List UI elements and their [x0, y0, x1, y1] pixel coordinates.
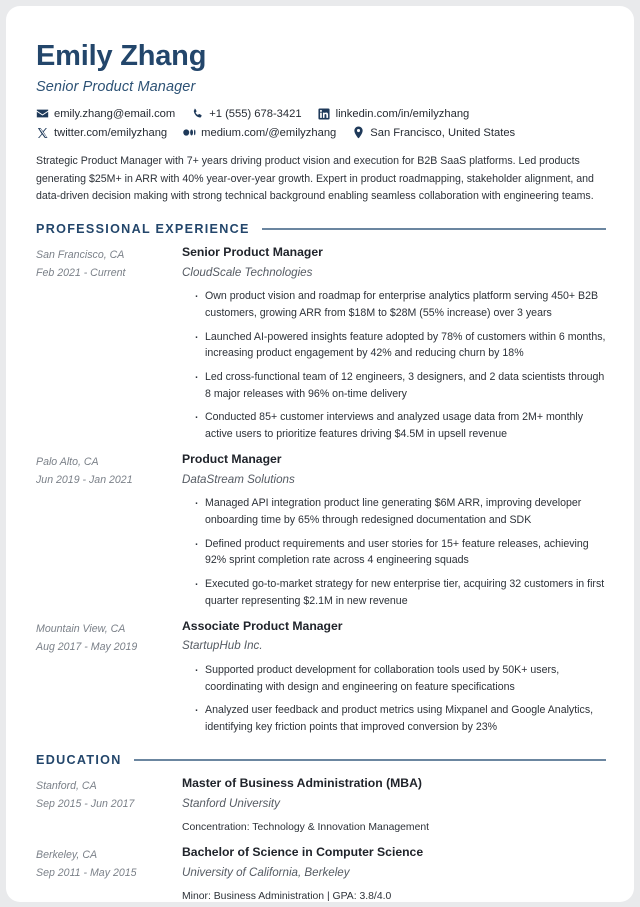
entry-dates: Sep 2011 - May 2015 [36, 866, 137, 879]
entry-bullet: · Executed go-to-market strategy for new enterprise tier, acquiring 32 customers in first quarter representing $2.1M in new revenue [193, 576, 606, 609]
entry-location: Stanford, CA [36, 779, 97, 792]
entry-bullet: · Defined product requirements and user stories for 15+ feature releases, achieving 92% sprint completion rate across 4 engineering squads [193, 536, 606, 569]
section-divider [262, 228, 606, 230]
contact-label: +1 (555) 678-3421 [209, 107, 302, 120]
entry-location: Berkeley, CA [36, 848, 98, 861]
entry-bullet: · Supported product development for collaboration tools used by 50K+ users, coordinating with design and engineering on feature specifications [193, 662, 606, 695]
entry-role-title: Senior Product Manager [182, 244, 323, 259]
experience-entry [36, 619, 606, 736]
entry-organization: StartupHub Inc. [182, 639, 263, 653]
entry-body [182, 845, 606, 902]
contact-row [36, 107, 606, 120]
experience-entry [36, 452, 606, 610]
resume-header [36, 40, 606, 139]
job-headline: Senior Product Manager [36, 79, 196, 96]
entry-bullet: · Led cross-functional team of 12 engineers, 3 designers, and 2 data scientists through 8 major releases with 96% on-time delivery [193, 369, 606, 402]
entry-meta [36, 245, 182, 443]
contact-label: medium.com/@emilyzhang [201, 126, 337, 139]
linkedin-icon [318, 107, 331, 120]
entry-organization: University of California, Berkeley [182, 865, 350, 879]
contact-item-phone[interactable] [191, 107, 301, 120]
entry-meta [36, 776, 182, 836]
entry-bullet: · Analyzed user feedback and product metrics using Mixpanel and Google Analytics, identifying key friction points that improved conversion by 23% [193, 702, 606, 735]
entry-bullet-list [182, 662, 606, 736]
contact-label: emily.zhang@email.com [54, 107, 176, 120]
entry-meta [36, 452, 182, 610]
entry-role-title: Associate Product Manager [182, 618, 343, 633]
entry-location: Mountain View, CA [36, 622, 126, 635]
contact-label: twitter.com/emilyzhang [54, 126, 168, 139]
entry-role-title: Bachelor of Science in Computer Science [182, 844, 424, 859]
medium-icon [183, 126, 196, 139]
entry-bullet: · Launched AI-powered insights feature adopted by 78% of customers within 6 months, increasing product engagement by 42% and reducing churn by 18% [193, 329, 606, 362]
entry-organization: DataStream Solutions [182, 472, 295, 486]
contact-label: San Francisco, United States [370, 126, 516, 139]
entry-note: Minor: Business Administration | GPA: 3.8/4.0 [182, 890, 392, 902]
entry-body [182, 452, 606, 610]
section-title: EDUCATION [36, 752, 122, 767]
experience-entry [36, 245, 606, 443]
resume-sections [36, 222, 606, 902]
section-education [36, 753, 606, 902]
contact-details [36, 107, 606, 139]
section-header [36, 222, 606, 236]
contact-item-twitter-x[interactable] [36, 126, 167, 139]
envelope-icon [36, 107, 49, 120]
entry-organization: Stanford University [182, 796, 280, 810]
entry-location: San Francisco, CA [36, 248, 125, 261]
entry-meta [36, 619, 182, 736]
resume-document [6, 6, 634, 902]
experience-entry [36, 845, 606, 902]
section-professional-experience [36, 222, 606, 736]
contact-row [36, 126, 606, 139]
entry-bullet: · Managed API integration product line generating $6M ARR, improving developer onboarding time by 65% through redesigned documentation and SDK [193, 495, 606, 528]
contact-item-envelope[interactable] [36, 107, 175, 120]
experience-entry [36, 776, 606, 836]
page-title: Emily Zhang [36, 40, 207, 72]
entry-role-title: Master of Business Administration (MBA) [182, 775, 422, 790]
twitter-x-icon [36, 126, 49, 139]
contact-item-map-pin[interactable] [352, 126, 515, 139]
contact-label: linkedin.com/in/emilyzhang [335, 107, 470, 120]
entry-dates: Feb 2021 - Current [36, 267, 126, 280]
entry-dates: Sep 2015 - Jun 2017 [36, 798, 135, 810]
entry-note: Concentration: Technology & Innovation Management [182, 822, 430, 834]
entry-bullet-list [182, 288, 606, 443]
contact-item-linkedin[interactable] [318, 107, 470, 120]
section-title: PROFESSIONAL EXPERIENCE [36, 221, 250, 236]
entry-organization: CloudScale Technologies [182, 265, 313, 279]
section-divider [134, 759, 606, 761]
entry-role-title: Product Manager [182, 451, 282, 466]
entry-dates: Aug 2017 - May 2019 [36, 640, 138, 653]
entry-body [182, 776, 606, 836]
entry-bullet: · Own product vision and roadmap for enterprise analytics platform serving 450+ B2B customers, growing ARR from $18M to $28M (55% increase) over 3 years [193, 288, 606, 321]
map-pin-icon [352, 126, 365, 139]
professional-summary: Strategic Product Manager with 7+ years driving product vision and execution for B2B SaaS platforms. Led products generating $25M+ in ARR with 40% year-over-year growth. Expert in product roadmapping, stakeholder alignment, and data-driven decision making with strong technical background enabling seamless collaboration with engineering teams. [36, 155, 594, 202]
entry-location: Palo Alto, CA [36, 455, 99, 468]
entry-meta [36, 845, 182, 902]
entry-bullet-list [182, 495, 606, 609]
entry-body [182, 245, 606, 443]
entry-bullet: · Conducted 85+ customer interviews and analyzed usage data from 2M+ monthly active users to prioritize features driving $4.5M in upsell revenue [193, 409, 606, 442]
entry-dates: Jun 2019 - Jan 2021 [36, 474, 133, 487]
phone-icon [191, 107, 204, 120]
section-header [36, 753, 606, 767]
entry-body [182, 619, 606, 736]
contact-item-medium[interactable] [183, 126, 336, 139]
